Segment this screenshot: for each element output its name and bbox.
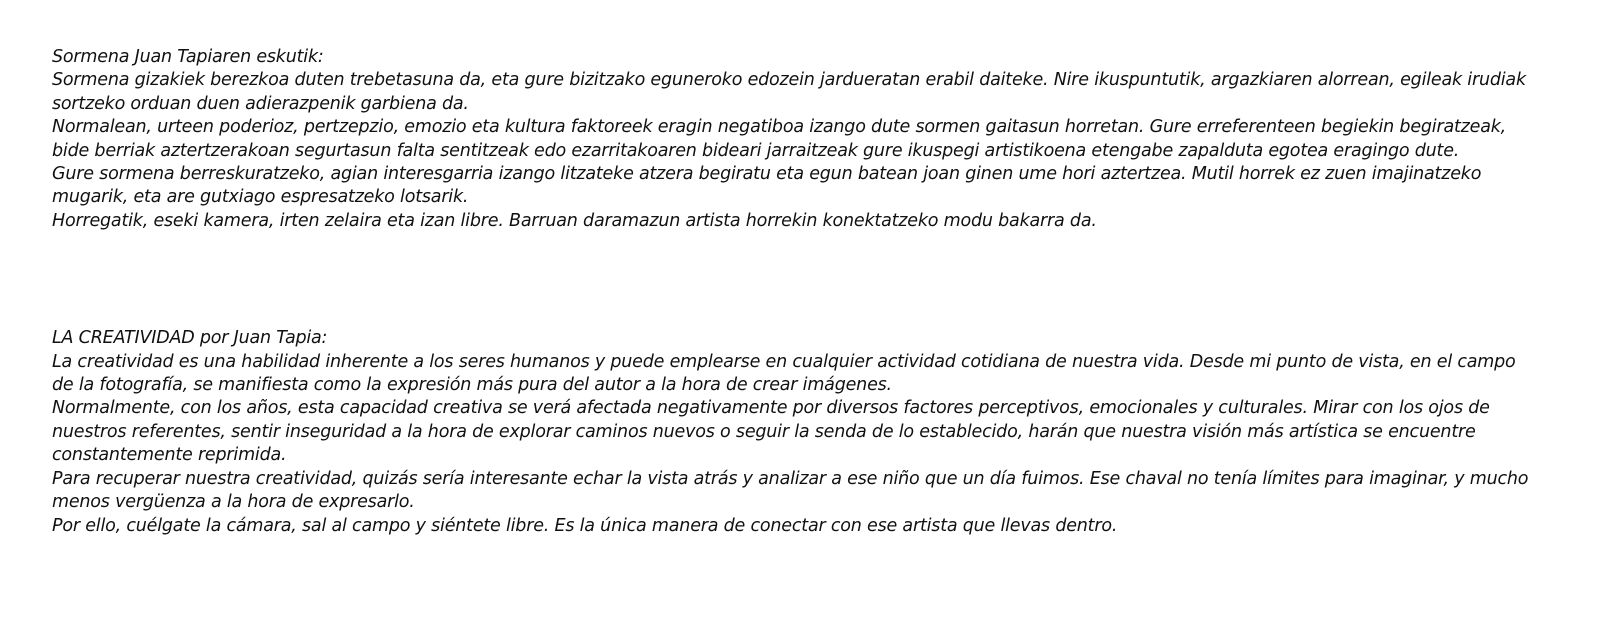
basque-paragraph-3: Gure sormena berreskuratzeko, agian interesgarria izango litzateke atzera begiratu eta egun batean joan ginen ume hori aztertzea. Mutil horrek ez zuen imajinatzeko mugarik, eta are gutxiago espresatzeko lotsarik. [52,164,1482,208]
spanish-paragraph-3: Para recuperar nuestra creatividad, quizás sería interesante echar la vista atrás y analizar a ese niño que un día fuimos. Ese chaval no tenía límites para imaginar, y mucho menos vergüenza a la hora de expresarlo. [52,468,1529,513]
spanish-paragraph-4: Por ello, cuélgate la cámara, sal al campo y siéntete libre. Es la única manera de conectar con ese artista que llevas dentro. [52,515,1118,536]
basque-paragraph-2: Normalean, urteen poderioz, pertzepzio, emozio eta kultura faktoreek eragin negatiboa izango dute sormen gaitasun horretan. Gure erreferenteen begiekin begiratzeak, bide berriak aztertzerakoan segurtasun falta sentitzeak edo ezarritakoaren bideari jarraitzeak gure ikuspegi artistikoena etengabe zapalduta egotea eragingo dute. [52,117,1507,161]
basque-paragraph-4: Horregatik, eseki kamera, irten zelaira eta izan libre. Barruan daramazun artista horrekin konektatzeko modu bakarra da. [52,210,1097,231]
basque-heading: Sormena Juan Tapiaren eskutik: [52,47,324,67]
spanish-paragraph-1: La creatividad es una habilidad inherente a los seres humanos y puede emplearse en cualquier actividad cotidiana de nuestra vida. Desde mi punto de vista, en el campo de la fotografía, se manifiesta como la expresión más pura del autor a la hora de crear imágenes. [52,351,1516,396]
document-page [52,46,1532,538]
spanish-paragraph-2: Normalmente, con los años, esta capacidad creativa se verá afectada negativamente por diversos factores perceptivos, emocionales y culturales. Mirar con los ojos de nuestros referentes, sentir inseguridad a la hora de explorar caminos nuevos o seguir la senda de lo establecido, harán que nuestra visión más artística se encuentre constantemente reprimida. [52,398,1490,466]
basque-paragraph-1: Sormena gizakiek berezkoa duten trebetasuna da, eta gure bizitzako eguneroko edozein jardueratan erabil daiteke. Nire ikuspuntutik, argazkiaren alorrean, egileak irudiak sortzeko orduan duen adierazpenik garbiena da. [52,70,1526,114]
basque-section [52,46,1532,233]
spanish-section [52,327,1532,538]
spanish-heading: LA CREATIVIDAD por Juan Tapia: [52,328,328,349]
